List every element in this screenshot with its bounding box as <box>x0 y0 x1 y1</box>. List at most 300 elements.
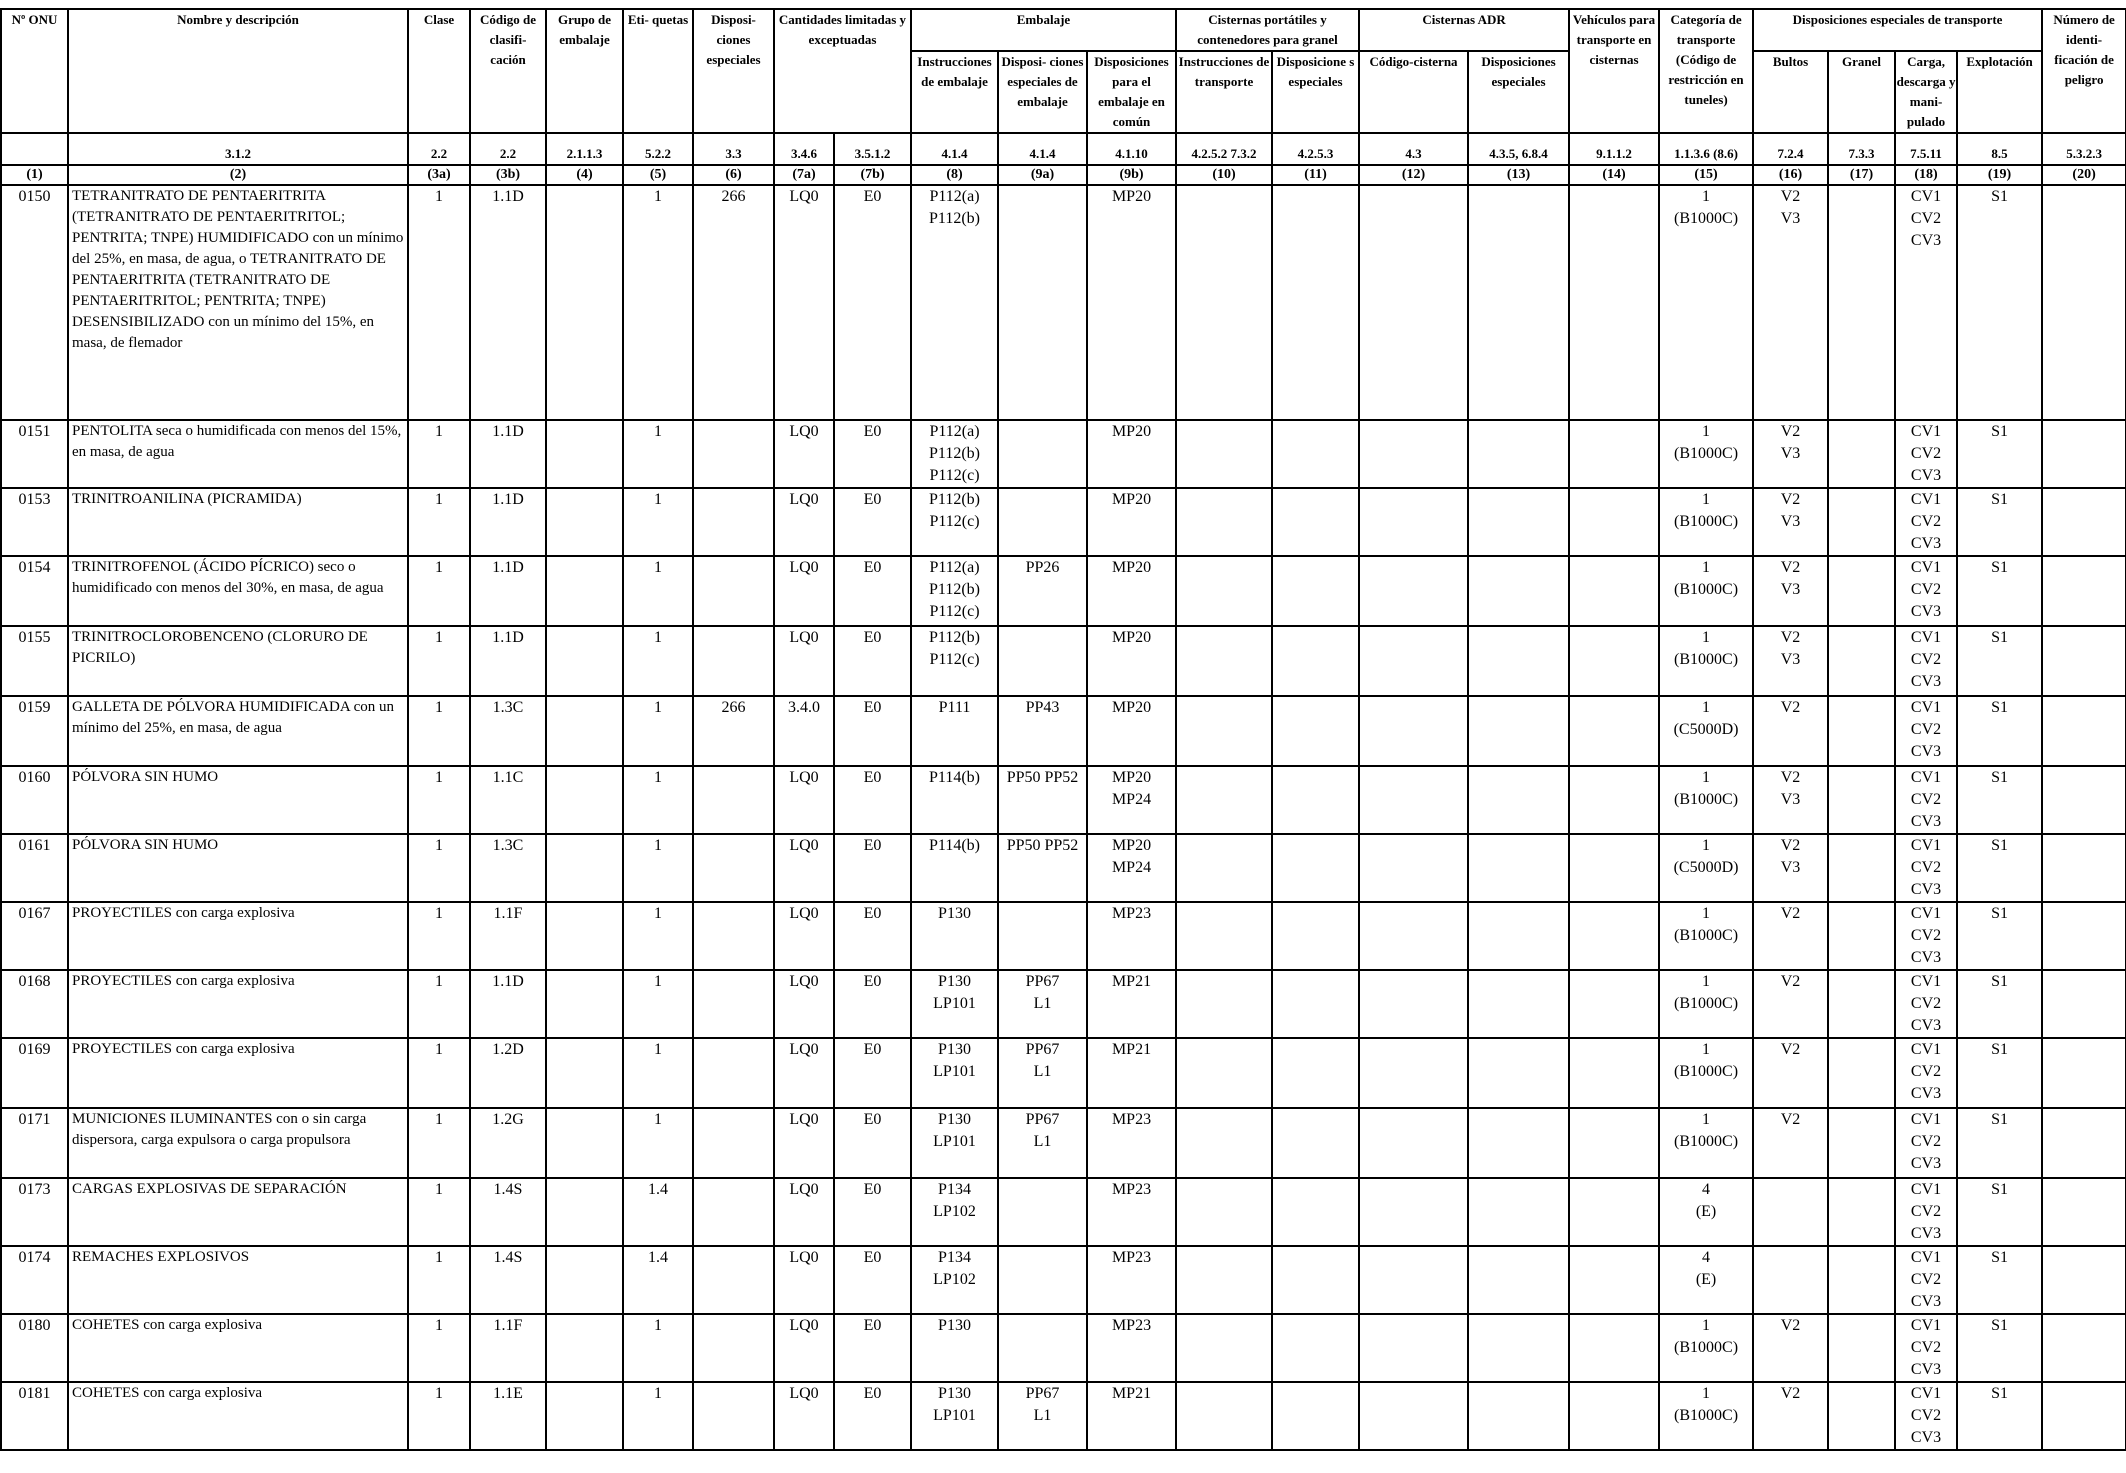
operation-cell: S1 <box>1957 488 2042 556</box>
transport-category-cell <box>1659 696 1753 766</box>
table-row <box>1 696 2126 766</box>
portable-tank-instructions-cell <box>1176 834 1272 902</box>
column-number-cell: (10) <box>1176 165 1272 185</box>
packages-cell-line: V2 <box>1780 629 1801 646</box>
transport-category-cell-line: 1 <box>1702 973 1711 990</box>
special-packing-cell <box>998 1246 1087 1314</box>
loading-cell-line: CV3 <box>1910 232 1942 249</box>
packages-cell <box>1753 420 1828 488</box>
packing-instructions-cell-line: P112(c) <box>929 603 980 620</box>
packing-instructions-cell-line: LP101 <box>933 1133 976 1150</box>
adr-tank-provisions-cell <box>1468 185 1569 420</box>
transport-category-cell-line: 1 <box>1702 188 1711 205</box>
packages-cell <box>1753 766 1828 834</box>
limited-quantity-cell: LQ0 <box>774 1178 834 1246</box>
loading-cell-line: CV1 <box>1910 559 1942 576</box>
transport-category-cell-line: (B1000C) <box>1674 651 1739 668</box>
class-cell: 1 <box>408 1178 470 1246</box>
name-description-cell: REMACHES EXPLOSIVOS <box>68 1246 408 1314</box>
loading-cell-line: CV1 <box>1910 1111 1942 1128</box>
table-row <box>1 1382 2126 1450</box>
column-number-cell: (7a) <box>774 165 834 185</box>
table-row <box>1 420 2126 488</box>
transport-category-cell <box>1659 902 1753 970</box>
hazard-id-cell <box>2042 766 2126 834</box>
labels-cell: 1 <box>623 556 693 626</box>
special-provisions-cell <box>693 1108 774 1178</box>
table-row <box>1 834 2126 902</box>
loading-cell-line: CV2 <box>1910 859 1942 876</box>
loading-cell-line: CV1 <box>1910 188 1942 205</box>
special-packing-cell <box>998 420 1087 488</box>
loading-cell-line: CV3 <box>1910 535 1942 552</box>
special-provisions-cell <box>693 834 774 902</box>
table-row <box>1 626 2126 696</box>
limited-quantity-cell: LQ0 <box>774 626 834 696</box>
header-portable-tanks: Cisternas portátiles y contenedores para granel <box>1176 9 1359 51</box>
limited-quantity-cell: LQ0 <box>774 420 834 488</box>
special-packing-cell-line: L1 <box>1033 1133 1052 1150</box>
un-number-cell: 0151 <box>1 420 68 488</box>
packages-cell <box>1753 970 1828 1038</box>
special-provisions-cell <box>693 1246 774 1314</box>
special-packing-cell <box>998 556 1087 626</box>
packages-cell <box>1753 556 1828 626</box>
portable-tank-provisions-cell <box>1272 185 1359 420</box>
packing-group-cell <box>546 902 623 970</box>
portable-tank-provisions-cell <box>1272 1038 1359 1108</box>
name-description-cell: TRINITROFENOL (ÁCIDO PÍCRICO) seco o humidificado con menos del 30%, en masa, de agua <box>68 556 408 626</box>
mixed-packing-cell-line: MP20 <box>1111 491 1152 508</box>
excepted-quantity-cell: E0 <box>834 1382 911 1450</box>
packages-cell-line: V2 <box>1780 1111 1801 1128</box>
packing-instructions-cell <box>911 185 998 420</box>
tank-code-cell <box>1359 902 1468 970</box>
packing-group-cell <box>546 1246 623 1314</box>
hazard-id-cell <box>2042 185 2126 420</box>
excepted-quantity-cell: E0 <box>834 1314 911 1382</box>
mixed-packing-cell-line: MP24 <box>1111 791 1152 808</box>
packing-group-cell <box>546 970 623 1038</box>
table-row <box>1 556 2126 626</box>
loading-cell-line: CV3 <box>1910 1085 1942 1102</box>
packing-instructions-cell <box>911 626 998 696</box>
packing-instructions-cell-line: P134 <box>938 1181 971 1198</box>
portable-tank-instructions-cell <box>1176 766 1272 834</box>
transport-category-cell <box>1659 626 1753 696</box>
portable-tank-instructions-cell <box>1176 488 1272 556</box>
special-packing-cell-line: L1 <box>1033 995 1052 1012</box>
tank-vehicle-cell <box>1569 902 1659 970</box>
column-number-cell: (16) <box>1753 165 1828 185</box>
labels-cell: 1 <box>623 185 693 420</box>
header-special-packing-provisions: Disposi- ciones especiales de embalaje <box>998 51 1087 133</box>
labels-cell: 1 <box>623 902 693 970</box>
packing-instructions-cell <box>911 834 998 902</box>
packages-cell <box>1753 185 1828 420</box>
packing-group-cell <box>546 766 623 834</box>
loading-cell <box>1895 1178 1957 1246</box>
un-number-cell: 0160 <box>1 766 68 834</box>
transport-category-cell <box>1659 185 1753 420</box>
class-cell: 1 <box>408 766 470 834</box>
transport-category-cell-line: (C5000D) <box>1673 721 1739 738</box>
class-cell: 1 <box>408 420 470 488</box>
classification-code-cell: 1.1C <box>470 766 546 834</box>
name-description-cell: COHETES con carga explosiva <box>68 1382 408 1450</box>
packing-instructions-cell-line: LP102 <box>933 1203 976 1220</box>
header-packaging: Embalaje <box>911 9 1176 51</box>
section-ref-cell: 4.3 <box>1359 133 1468 165</box>
table-row <box>1 185 2126 420</box>
tank-code-cell <box>1359 834 1468 902</box>
portable-tank-instructions-cell <box>1176 420 1272 488</box>
loading-cell-line: CV2 <box>1910 1407 1942 1424</box>
special-packing-cell-line: PP67 <box>1025 973 1060 990</box>
excepted-quantity-cell: E0 <box>834 766 911 834</box>
packing-group-cell <box>546 488 623 556</box>
mixed-packing-cell <box>1087 420 1176 488</box>
excepted-quantity-cell: E0 <box>834 1108 911 1178</box>
loading-cell-line: CV2 <box>1910 445 1942 462</box>
class-cell: 1 <box>408 1038 470 1108</box>
un-number-cell: 0173 <box>1 1178 68 1246</box>
special-provisions-cell <box>693 488 774 556</box>
packages-cell-line: V2 <box>1780 1385 1801 1402</box>
transport-category-cell <box>1659 556 1753 626</box>
portable-tank-provisions-cell <box>1272 1382 1359 1450</box>
tank-vehicle-cell <box>1569 970 1659 1038</box>
name-description-cell: PÓLVORA SIN HUMO <box>68 766 408 834</box>
packages-cell-line: V2 <box>1780 188 1801 205</box>
section-ref-cell: 4.1.10 <box>1087 133 1176 165</box>
un-number-cell: 0161 <box>1 834 68 902</box>
header-special-transport-provisions: Disposiciones especiales de transporte <box>1753 9 2042 51</box>
special-packing-cell <box>998 902 1087 970</box>
bulk-cell <box>1828 1246 1895 1314</box>
table-row <box>1 1314 2126 1382</box>
operation-cell: S1 <box>1957 420 2042 488</box>
packages-cell-line: V2 <box>1780 699 1801 716</box>
classification-code-cell: 1.1D <box>470 488 546 556</box>
transport-category-cell-line: (B1000C) <box>1674 581 1739 598</box>
header-tank-code: Código-cisterna <box>1359 51 1468 133</box>
class-cell: 1 <box>408 626 470 696</box>
portable-tank-provisions-cell <box>1272 626 1359 696</box>
packing-instructions-cell-line: LP102 <box>933 1271 976 1288</box>
packages-cell <box>1753 1108 1828 1178</box>
transport-category-cell-line: (B1000C) <box>1674 210 1739 227</box>
loading-cell-line: CV2 <box>1910 995 1942 1012</box>
tank-code-cell <box>1359 1038 1468 1108</box>
tank-vehicle-cell <box>1569 696 1659 766</box>
tank-code-cell <box>1359 185 1468 420</box>
packages-cell-line: V2 <box>1780 423 1801 440</box>
section-ref-cell: 3.4.6 <box>774 133 834 165</box>
special-packing-cell <box>998 834 1087 902</box>
header-classification-code: Código de clasifi- cación <box>470 9 546 133</box>
transport-category-cell-line: 1 <box>1702 1041 1711 1058</box>
transport-category-cell <box>1659 834 1753 902</box>
mixed-packing-cell <box>1087 488 1176 556</box>
packing-instructions-cell <box>911 696 998 766</box>
class-cell: 1 <box>408 185 470 420</box>
loading-cell <box>1895 696 1957 766</box>
mixed-packing-cell <box>1087 1178 1176 1246</box>
mixed-packing-cell-line: MP20 <box>1111 188 1152 205</box>
mixed-packing-cell <box>1087 834 1176 902</box>
loading-cell-line: CV3 <box>1910 881 1942 898</box>
loading-cell-line: CV1 <box>1910 1317 1942 1334</box>
packing-instructions-cell <box>911 1108 998 1178</box>
class-cell: 1 <box>408 1246 470 1314</box>
mixed-packing-cell <box>1087 556 1176 626</box>
header-adr-tanks: Cisternas ADR <box>1359 9 1569 51</box>
loading-cell-line: CV3 <box>1910 467 1942 484</box>
special-provisions-cell <box>693 1178 774 1246</box>
special-packing-cell <box>998 1382 1087 1450</box>
header-hazard-id-number: Número de identi- ficación de peligro <box>2042 9 2126 133</box>
section-ref-cell: 9.1.1.2 <box>1569 133 1659 165</box>
transport-category-cell-line: (B1000C) <box>1674 1063 1739 1080</box>
transport-category-cell-line: 1 <box>1702 423 1711 440</box>
classification-code-cell: 1.1F <box>470 902 546 970</box>
transport-category-cell <box>1659 766 1753 834</box>
limited-quantity-cell: LQ0 <box>774 834 834 902</box>
mixed-packing-cell <box>1087 970 1176 1038</box>
packing-group-cell <box>546 1038 623 1108</box>
transport-category-cell-line: 1 <box>1702 1385 1711 1402</box>
hazard-id-cell <box>2042 1382 2126 1450</box>
packing-instructions-cell <box>911 1246 998 1314</box>
class-cell: 1 <box>408 902 470 970</box>
name-description-cell: TRINITROANILINA (PICRAMIDA) <box>68 488 408 556</box>
section-ref-cell: 4.3.5, 6.8.4 <box>1468 133 1569 165</box>
classification-code-cell: 1.2G <box>470 1108 546 1178</box>
header-name-description: Nombre y descripción <box>68 9 408 133</box>
labels-cell: 1 <box>623 626 693 696</box>
header-special-provisions: Disposi- ciones especiales <box>693 9 774 133</box>
loading-cell-line: CV2 <box>1910 1271 1942 1288</box>
loading-cell-line: CV3 <box>1910 1017 1942 1034</box>
classification-code-cell: 1.3C <box>470 696 546 766</box>
excepted-quantity-cell: E0 <box>834 185 911 420</box>
name-description-cell: MUNICIONES ILUMINANTES con o sin carga dispersora, carga expulsora o carga propulsora <box>68 1108 408 1178</box>
un-number-cell: 0181 <box>1 1382 68 1450</box>
header-bulk: Granel <box>1828 51 1895 133</box>
labels-cell: 1 <box>623 1038 693 1108</box>
mixed-packing-cell-line: MP20 <box>1111 423 1152 440</box>
transport-category-cell-line: (B1000C) <box>1674 1133 1739 1150</box>
bulk-cell <box>1828 1178 1895 1246</box>
loading-cell-line: CV1 <box>1910 837 1942 854</box>
section-ref-cell: 4.1.4 <box>998 133 1087 165</box>
header-tank-special-provisions: Disposicione s especiales <box>1272 51 1359 133</box>
portable-tank-instructions-cell <box>1176 1314 1272 1382</box>
mixed-packing-cell-line: MP21 <box>1111 1385 1152 1402</box>
packing-instructions-cell-line: P112(b) <box>929 629 980 646</box>
mixed-packing-cell <box>1087 766 1176 834</box>
column-number-cell: (12) <box>1359 165 1468 185</box>
transport-category-cell-line: 4 <box>1702 1181 1711 1198</box>
operation-cell: S1 <box>1957 626 2042 696</box>
bulk-cell <box>1828 420 1895 488</box>
hazard-id-cell <box>2042 1314 2126 1382</box>
loading-cell <box>1895 556 1957 626</box>
packages-cell <box>1753 902 1828 970</box>
loading-cell <box>1895 902 1957 970</box>
tank-vehicle-cell <box>1569 626 1659 696</box>
section-ref-cell: 7.3.3 <box>1828 133 1895 165</box>
transport-category-cell <box>1659 488 1753 556</box>
special-packing-cell-line: L1 <box>1033 1407 1052 1424</box>
loading-cell <box>1895 488 1957 556</box>
limited-quantity-cell: LQ0 <box>774 556 834 626</box>
limited-quantity-cell: LQ0 <box>774 766 834 834</box>
loading-cell <box>1895 420 1957 488</box>
tank-code-cell <box>1359 488 1468 556</box>
table-body <box>1 185 2126 1450</box>
portable-tank-provisions-cell <box>1272 1108 1359 1178</box>
special-provisions-cell <box>693 556 774 626</box>
column-number-cell: (7b) <box>834 165 911 185</box>
mixed-packing-cell <box>1087 902 1176 970</box>
loading-cell <box>1895 970 1957 1038</box>
special-packing-cell-line: PP26 <box>1025 559 1060 576</box>
transport-category-cell-line: 1 <box>1702 1111 1711 1128</box>
un-number-cell: 0167 <box>1 902 68 970</box>
adr-tank-provisions-cell <box>1468 1314 1569 1382</box>
packages-cell <box>1753 626 1828 696</box>
loading-cell <box>1895 626 1957 696</box>
special-provisions-cell <box>693 1382 774 1450</box>
tank-vehicle-cell <box>1569 420 1659 488</box>
adr-tank-provisions-cell <box>1468 1178 1569 1246</box>
tank-code-cell <box>1359 970 1468 1038</box>
packages-cell <box>1753 1178 1828 1246</box>
bulk-cell <box>1828 626 1895 696</box>
packages-cell-line: V3 <box>1780 791 1801 808</box>
transport-category-cell-line: (B1000C) <box>1674 791 1739 808</box>
operation-cell: S1 <box>1957 1382 2042 1450</box>
packing-group-cell <box>546 626 623 696</box>
packing-group-cell <box>546 696 623 766</box>
packing-instructions-cell <box>911 766 998 834</box>
class-cell: 1 <box>408 488 470 556</box>
transport-category-cell-line: 1 <box>1702 837 1711 854</box>
packing-group-cell <box>546 185 623 420</box>
excepted-quantity-cell: E0 <box>834 626 911 696</box>
limited-quantity-cell: LQ0 <box>774 1382 834 1450</box>
header-tank-instructions: Instrucciones de transporte <box>1176 51 1272 133</box>
loading-cell-line: CV1 <box>1910 905 1942 922</box>
special-packing-cell <box>998 1314 1087 1382</box>
transport-category-cell-line: (B1000C) <box>1674 445 1739 462</box>
packing-instructions-cell <box>911 1178 998 1246</box>
packing-instructions-cell-line: P111 <box>938 699 971 716</box>
class-cell: 1 <box>408 556 470 626</box>
packing-instructions-cell-line: P130 <box>938 973 971 990</box>
dangerous-goods-table <box>0 8 2126 1451</box>
labels-cell: 1 <box>623 834 693 902</box>
mixed-packing-cell-line: MP21 <box>1111 973 1152 990</box>
loading-cell-line: CV3 <box>1910 949 1942 966</box>
portable-tank-provisions-cell <box>1272 696 1359 766</box>
packing-instructions-cell-line: P130 <box>938 1111 971 1128</box>
header-packages: Bultos <box>1753 51 1828 133</box>
bulk-cell <box>1828 1038 1895 1108</box>
special-packing-cell <box>998 696 1087 766</box>
loading-cell <box>1895 766 1957 834</box>
un-number-cell: 0174 <box>1 1246 68 1314</box>
transport-category-cell <box>1659 420 1753 488</box>
tank-code-cell <box>1359 556 1468 626</box>
special-packing-cell <box>998 766 1087 834</box>
loading-cell <box>1895 1382 1957 1450</box>
operation-cell: S1 <box>1957 1108 2042 1178</box>
portable-tank-instructions-cell <box>1176 1246 1272 1314</box>
column-number-cell: (5) <box>623 165 693 185</box>
section-ref-cell: 3.1.2 <box>68 133 408 165</box>
loading-cell-line: CV3 <box>1910 1293 1942 1310</box>
packing-instructions-cell-line: LP101 <box>933 1407 976 1424</box>
operation-cell: S1 <box>1957 185 2042 420</box>
column-number-cell: (2) <box>68 165 408 185</box>
transport-category-cell-line: 4 <box>1702 1249 1711 1266</box>
section-reference-row <box>1 133 2126 165</box>
portable-tank-instructions-cell <box>1176 185 1272 420</box>
portable-tank-provisions-cell <box>1272 970 1359 1038</box>
labels-cell: 1.4 <box>623 1178 693 1246</box>
special-packing-cell <box>998 488 1087 556</box>
mixed-packing-cell <box>1087 1246 1176 1314</box>
adr-tank-provisions-cell <box>1468 834 1569 902</box>
hazard-id-cell <box>2042 1178 2126 1246</box>
special-provisions-cell <box>693 1314 774 1382</box>
loading-cell-line: CV2 <box>1910 1133 1942 1150</box>
bulk-cell <box>1828 766 1895 834</box>
special-packing-cell <box>998 626 1087 696</box>
portable-tank-provisions-cell <box>1272 834 1359 902</box>
un-number-cell: 0159 <box>1 696 68 766</box>
un-number-cell: 0168 <box>1 970 68 1038</box>
mixed-packing-cell <box>1087 1382 1176 1450</box>
packages-cell <box>1753 1382 1828 1450</box>
special-provisions-cell <box>693 420 774 488</box>
packages-cell-line: V3 <box>1780 513 1801 530</box>
packing-group-cell <box>546 420 623 488</box>
operation-cell: S1 <box>1957 766 2042 834</box>
packing-instructions-cell-line: P114(b) <box>929 769 980 786</box>
classification-code-cell: 1.3C <box>470 834 546 902</box>
loading-cell-line: CV2 <box>1910 651 1942 668</box>
tank-code-cell <box>1359 1246 1468 1314</box>
section-ref-cell: 3.5.1.2 <box>834 133 911 165</box>
column-number-cell: (4) <box>546 165 623 185</box>
tank-vehicle-cell <box>1569 1108 1659 1178</box>
bulk-cell <box>1828 970 1895 1038</box>
name-description-cell: TETRANITRATO DE PENTAERITRITA (TETRANITRATO DE PENTAERITRITOL; PENTRITA; TNPE) HUMIDIFICADO con un mínimo del 25%, en masa, de agua, o TETRANITRATO DE PENTAERITRITA (TETRANITRATO DE PENTAERITRITOL; PENTRITA; TNPE) DESENSIBILIZADO con un mínimo del 15%, en masa, de flemador <box>68 185 408 420</box>
packing-group-cell <box>546 1382 623 1450</box>
transport-category-cell-line: (B1000C) <box>1674 927 1739 944</box>
loading-cell-line: CV3 <box>1910 813 1942 830</box>
packing-group-cell <box>546 1108 623 1178</box>
packages-cell-line: V3 <box>1780 210 1801 227</box>
bulk-cell <box>1828 696 1895 766</box>
bulk-cell <box>1828 1314 1895 1382</box>
labels-cell: 1 <box>623 488 693 556</box>
portable-tank-provisions-cell <box>1272 902 1359 970</box>
